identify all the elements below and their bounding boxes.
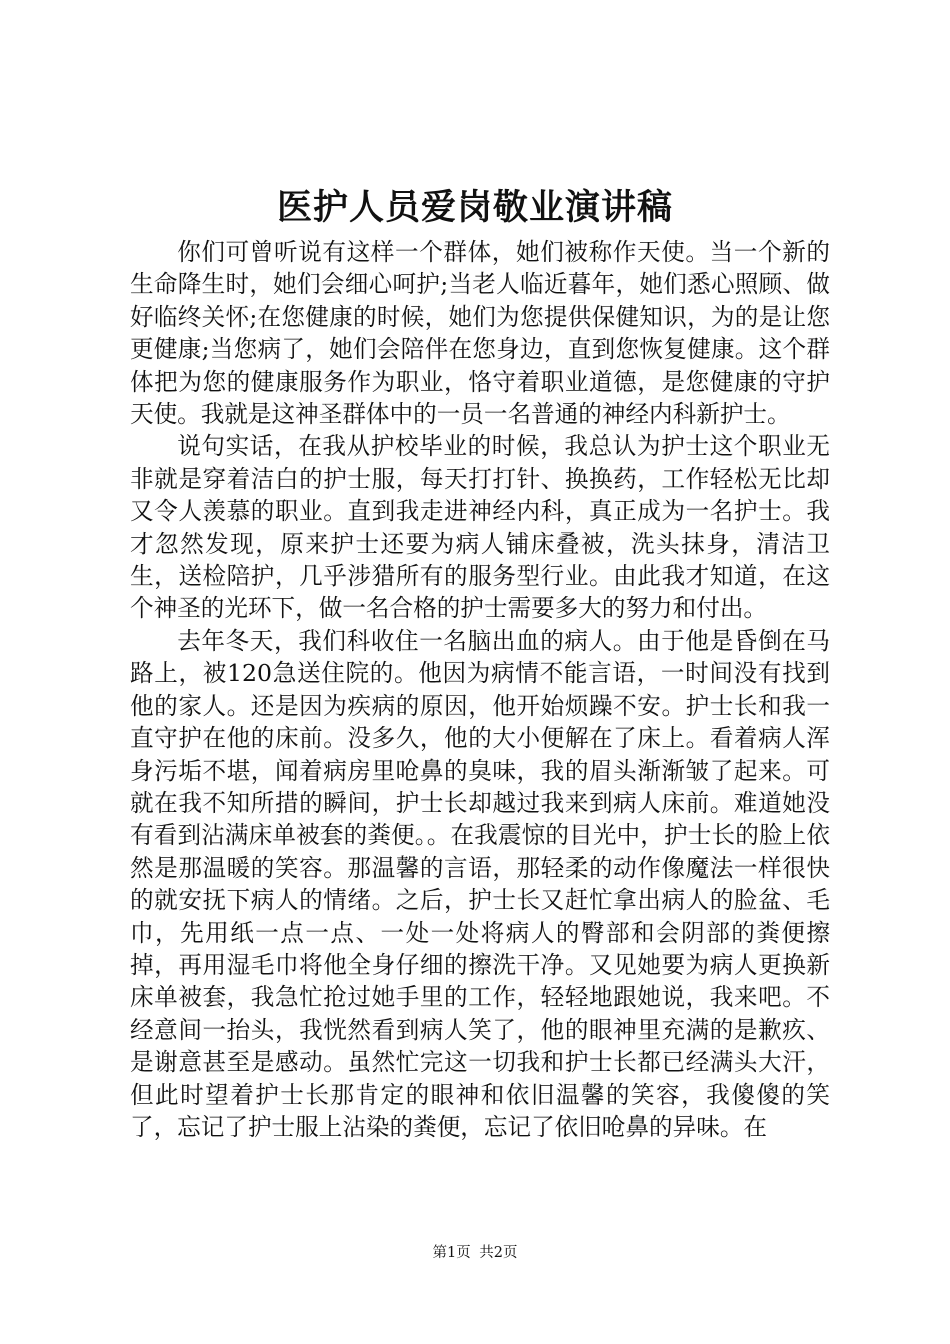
paragraph-2: 说句实话，在我从护校毕业的时候，我总认为护士这个职业无非就是穿着洁白的护士服，每天打打针、换换药，工作轻松无比却又令人羡慕的职业。直到我走进神经内科，真正成为一名护士。我才忽然发现，原来护士还要为病人铺床叠被，洗头抹身，清洁卫生，送检陪护，几乎涉猎所有的服务型行业。由此我才知道，在这个神圣的光环下，做一名合格的护士需要多大的努力和付出。 — [130, 432, 830, 623]
document-body — [130, 236, 830, 1143]
paragraph-1: 你们可曾听说有这样一个群体，她们被称作天使。当一个新的生命降生时，她们会细心呵护;当老人临近暮年，她们悉心照顾、做好临终关怀;在您健康的时候，她们为您提供保健知识，为的是让您更健康;当您病了，她们会陪伴在您身边，直到您恢复健康。这个群体把为您的健康服务作为职业，恪守着职业道德，是您健康的守护天使。我就是这神圣群体中的一员一名普通的神经内科新护士。 — [130, 238, 830, 429]
document-title: 医护人员爱岗敬业演讲稿 — [276, 187, 673, 228]
page-number-footer: 第1页 共2页 — [432, 1245, 518, 1261]
paragraph-3: 去年冬天，我们科收住一名脑出血的病人。由于他是昏倒在马路上，被120急送住院的。他因为病情不能言语，一时间没有找到他的家人。还是因为疾病的原因，他开始烦躁不安。护士长和我一直守护在他的床前。没多久，他的大小便解在了床上。看着病人浑身污垢不堪，闻着病房里呛鼻的臭味，我的眉头渐渐皱了起来。可就在我不知所措的瞬间，护士长却越过我来到病人床前。难道她没有看到沾满床单被套的粪便。。在我震惊的目光中，护士长的脸上依然是那温暖的笑容。那温馨的言语，那轻柔的动作像魔法一样很快的就安抚下病人的情绪。之后，护士长又赶忙拿出病人的脸盆、毛巾，先用纸一点一点、一处一处将病人的臀部和会阴部的粪便擦掉，再用湿毛巾将他全身仔细的擦洗干净。又见她要为病人更换新床单被套，我急忙抢过她手里的工作，轻轻地跟她说，我来吧。不经意间一抬头，我恍然看到病人笑了，他的眼神里充满的是歉疚、是谢意甚至是感动。虽然忙完这一切我和护士长都已经满头大汗，但此时望着护士长那肯定的眼神和依旧温馨的笑容，我傻傻的笑了，忘记了护士服上沾染的粪便，忘记了依旧呛鼻的异味。在 — [130, 626, 830, 1141]
